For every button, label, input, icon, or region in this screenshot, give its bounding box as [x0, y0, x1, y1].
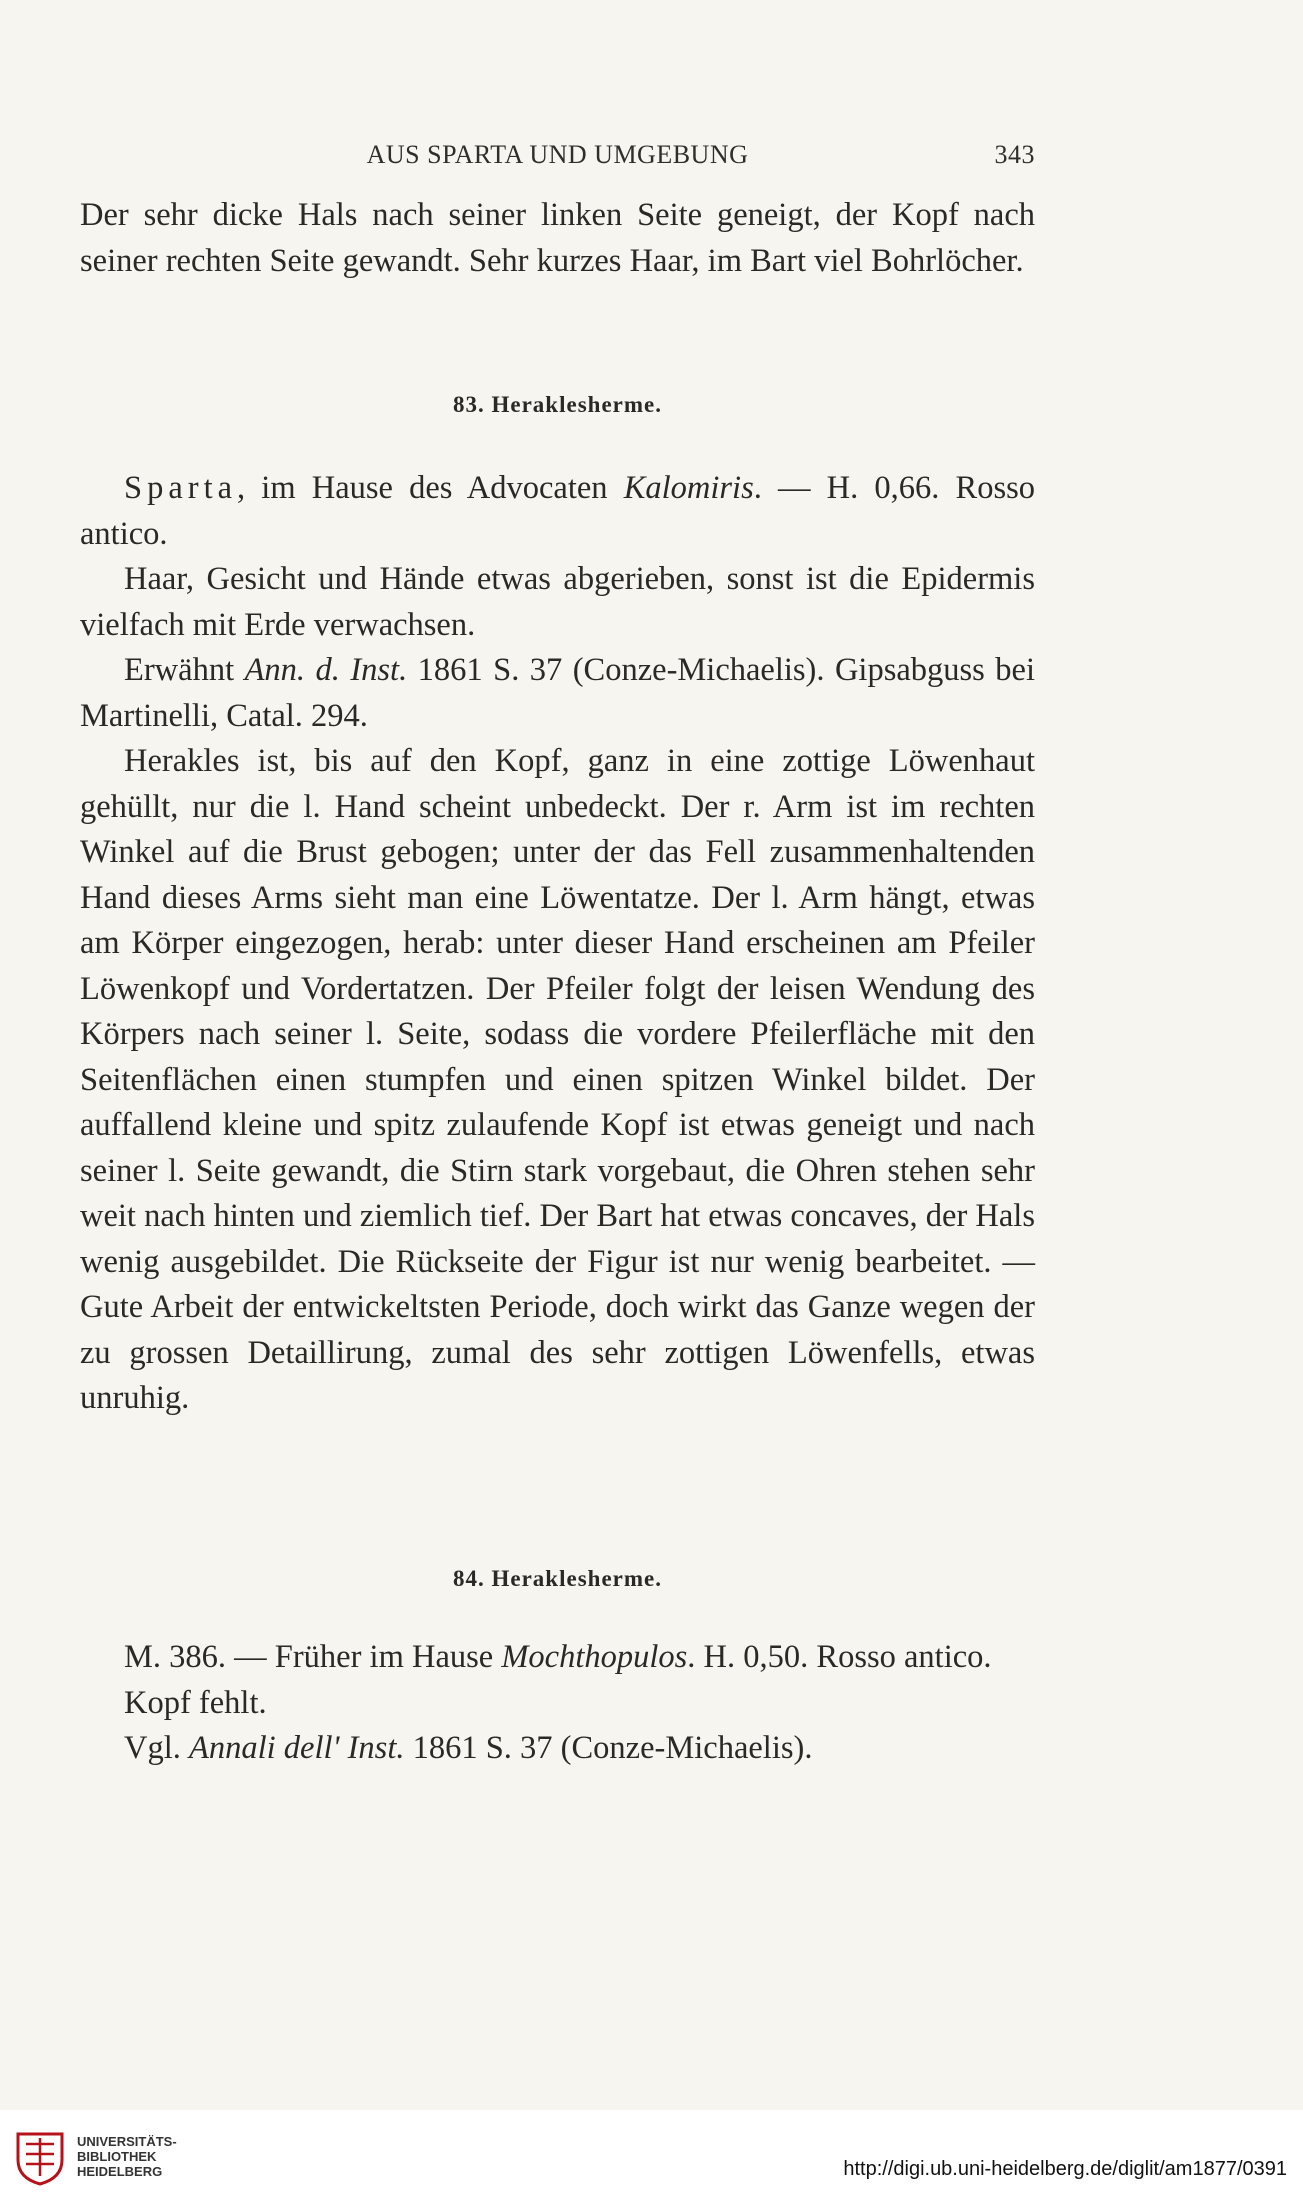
library-name [77, 2134, 177, 2179]
university-seal-icon [14, 2128, 66, 2186]
text-run: 1861 S. 37 (Conze-Michaelis). [404, 1730, 813, 1766]
section-84-body [80, 1635, 1035, 1772]
text-run: M. 386. — Früher im Hause [124, 1639, 502, 1675]
library-line-1: UNIVERSITÄTS- [77, 2134, 177, 2149]
paragraph-84-location [80, 1635, 1035, 1681]
library-line-2: BIBLIOTHEK [77, 2149, 157, 2164]
owner-name: Mochthopulos [501, 1639, 688, 1675]
journal-ref: Annali dell' Inst. [189, 1730, 405, 1766]
digitization-footer [0, 2110, 1303, 2205]
intro-paragraph: Der sehr dicke Hals nach seiner linken Seite geneigt, der Kopf nach seiner rechten Seite gewandt. Sehr kurzes Haar, im Bart viel Bohrlöcher. [80, 197, 1035, 279]
paragraph-84-condition: Kopf fehlt. [124, 1684, 267, 1721]
text-run: , im Hause des Advocaten [237, 470, 624, 506]
owner-name: Kalomiris [623, 470, 754, 506]
library-line-3: HEIDELBERG [77, 2164, 163, 2179]
journal-ref: Ann. d. Inst. [244, 652, 408, 688]
section-heading-84: 84. Heraklesherme. [453, 1566, 662, 1591]
section-heading-83: 83. Heraklesherme. [453, 392, 662, 417]
section-83-body [80, 466, 1035, 1422]
paragraph-83-location [80, 466, 1035, 557]
text-run: Vgl. [124, 1730, 189, 1766]
running-head [80, 140, 1035, 174]
text-run: . H. 0,50. Rosso antico. [687, 1639, 992, 1675]
paragraph-83-reference [80, 648, 1035, 739]
permalink-url[interactable]: http://digi.ub.uni-heidelberg.de/diglit/am1877/0391 [843, 2158, 1287, 2180]
location-name: Sparta [124, 470, 238, 506]
paragraph-83-condition: Haar, Gesicht und Hände etwas abgerieben, sonst ist die Epidermis vielfach mit Erde verwachsen. [80, 561, 1035, 643]
text-run: . — H. 0,66. Rosso antico. [80, 470, 1035, 552]
running-title: AUS SPARTA UND UMGEBUNG [366, 140, 749, 169]
paragraph-83-description: Herakles ist, bis auf den Kopf, ganz in eine zottige Löwenhaut gehüllt, nur die l. Hand scheint unbedeckt. Der r. Arm ist im rechten Winkel auf die Brust gebogen; unter der das Fell zusammenhaltenden Hand dieses Arms sieht man eine Löwentatze. Der l. Arm hängt, etwas am Körper eingezogen, herab: unter dieser Hand erscheinen am Pfeiler Löwenkopf und Vordertatzen. Der Pfeiler folgt der leisen Wendung des Körpers nach seiner l. Seite, sodass die vordere Pfeilerfläche mit den Seitenflächen einen stumpfen und einen spitzen Winkel bildet. Der auffallend kleine und spitz zulaufende Kopf ist etwas geneigt und nach seiner l. Seite gewandt, die Stirn stark vorgebaut, die Ohren stehen sehr weit nach hinten und ziemlich tief. Der Bart hat etwas concaves, der Hals wenig ausgebildet. Die Rückseite der Figur ist nur wenig bearbeitet. — Gute Arbeit der entwickeltsten Periode, doch wirkt das Ganze wegen der zu grossen Detaillirung, zumal des sehr zottigen Löwenfells, etwas unruhig. [80, 743, 1035, 1416]
paragraph-84-reference [80, 1726, 1035, 1772]
text-run: 1861 S. 37 (Conze-Michaelis). Gipsabguss bei Martinelli, Catal. 294. [80, 652, 1035, 734]
page-number: 343 [994, 140, 1035, 169]
text-run: Erwähnt [124, 652, 245, 688]
intro-block [80, 193, 1035, 284]
